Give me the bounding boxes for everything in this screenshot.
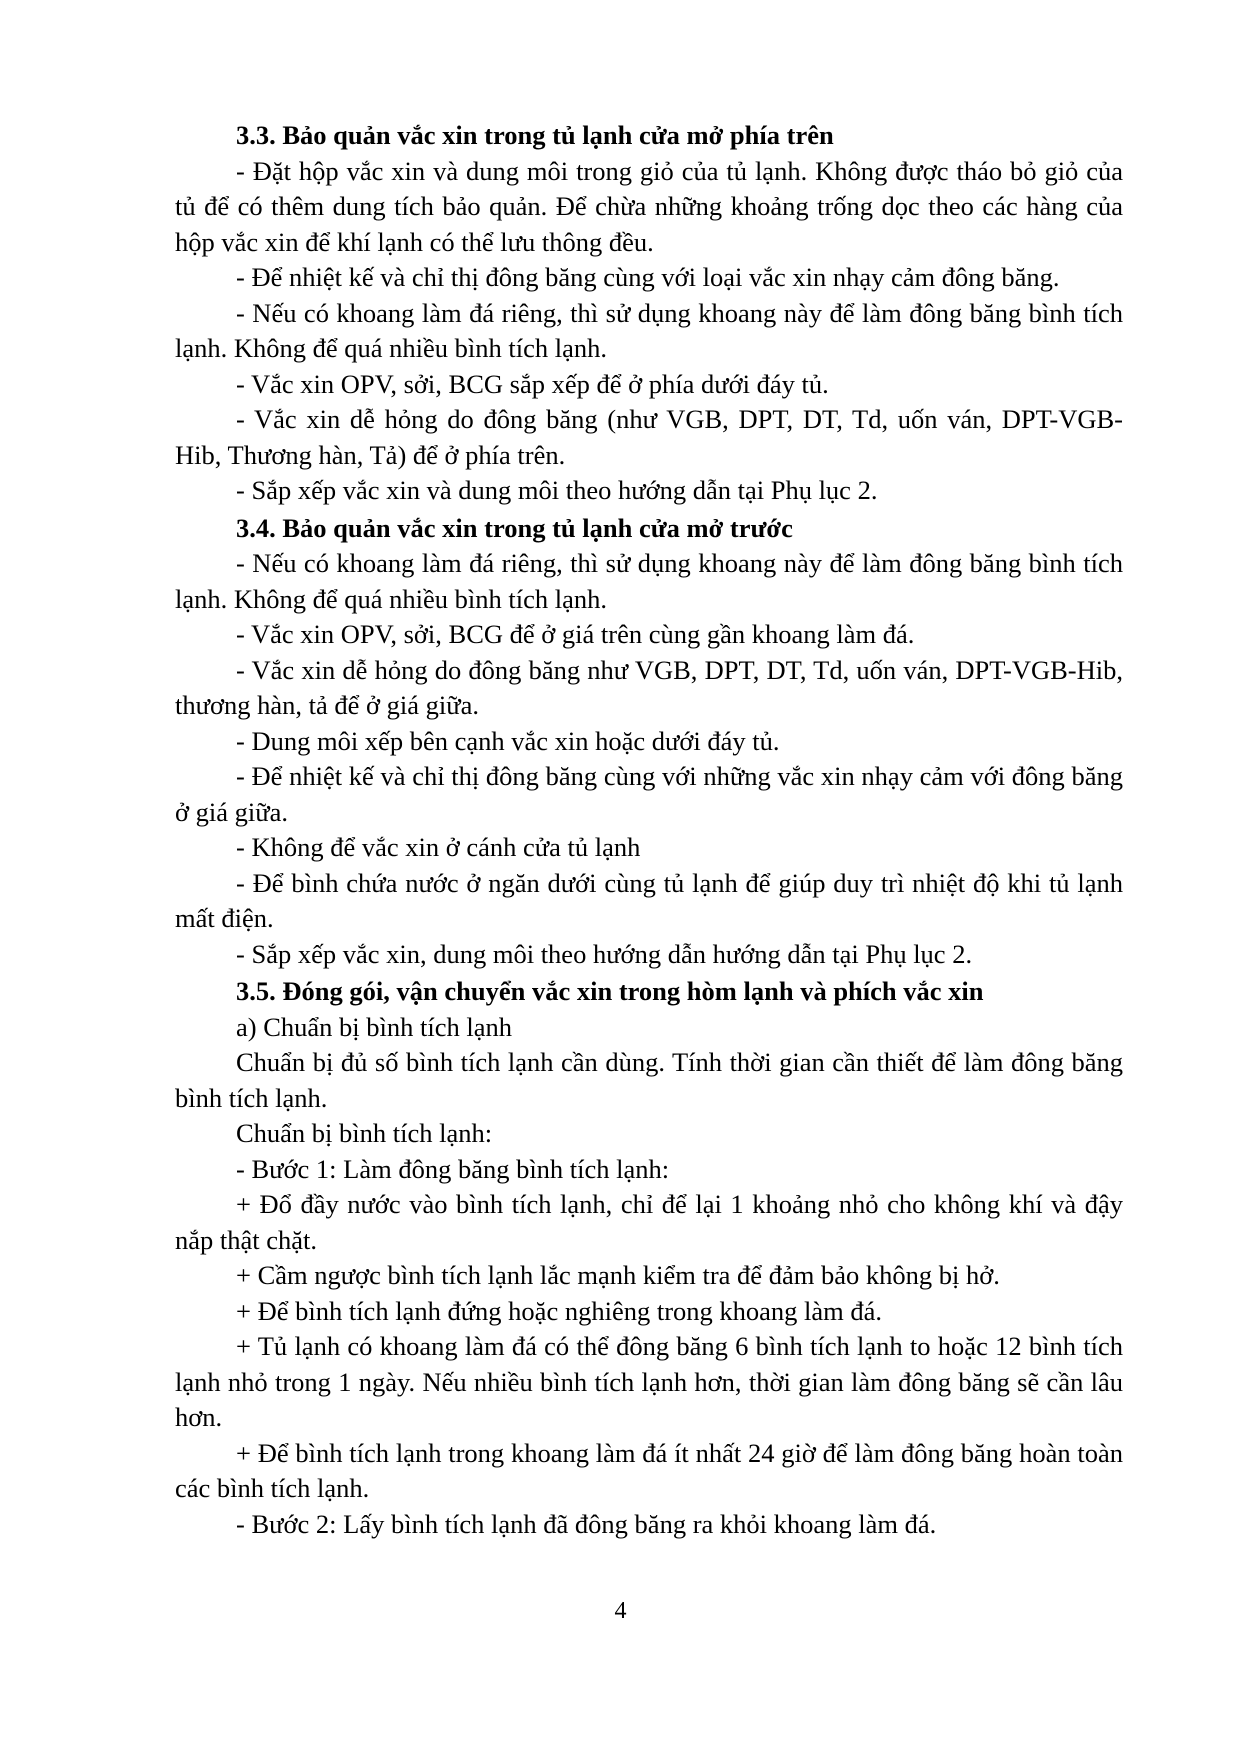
paragraph: - Vắc xin OPV, sởi, BCG sắp xếp để ở phía dưới đáy tủ.: [236, 368, 829, 399]
paragraph: + Đổ đầy nước vào bình tích lạnh, chỉ để lại 1 khoảng nhỏ cho không khí và đậy nắp thật chặt.: [175, 1189, 1123, 1255]
section-heading: 3.5. Đóng gói, vận chuyển vắc xin trong hòm lạnh và phích vắc xin: [236, 976, 984, 1006]
section-3-4: [175, 511, 1123, 973]
paragraph: - Nếu có khoang làm đá riêng, thì sử dụng khoang này để làm đông băng bình tích lạnh. Không để quá nhiều bình tích lạnh.: [175, 548, 1123, 614]
paragraph: - Sắp xếp vắc xin, dung môi theo hướng dẫn hướng dẫn tại Phụ lục 2.: [236, 938, 973, 969]
paragraph: + Cầm ngược bình tích lạnh lắc mạnh kiểm tra để đảm bảo không bị hở.: [236, 1260, 1000, 1290]
paragraph: - Vắc xin dễ hỏng do đông băng như VGB, DPT, DT, Td, uốn ván, DPT-VGB-Hib, thương hàn, tả để ở giá giữa.: [175, 654, 1123, 720]
paragraph: - Bước 1: Làm đông băng bình tích lạnh:: [236, 1153, 670, 1184]
paragraph: - Để nhiệt kế và chỉ thị đông băng cùng với những vắc xin nhạy cảm với đông băng ở giá giữa.: [175, 761, 1123, 827]
paragraph: - Vắc xin OPV, sởi, BCG để ở giá trên cùng gần khoang làm đá.: [236, 619, 915, 649]
paragraph: + Để bình tích lạnh trong khoang làm đá ít nhất 24 giờ để làm đông băng hoàn toàn các bình tích lạnh.: [175, 1437, 1123, 1503]
paragraph: - Đặt hộp vắc xin và dung môi trong giỏ của tủ lạnh. Không được tháo bỏ giỏ của tủ để có thêm dung tích bảo quản. Để chừa những khoảng trống dọc theo các hàng của hộp vắc xin để khí lạnh có thể lưu thông đều.: [175, 155, 1123, 257]
paragraph: - Nếu có khoang làm đá riêng, thì sử dụng khoang này để làm đông băng bình tích lạnh. Không để quá nhiều bình tích lạnh.: [175, 297, 1123, 363]
paragraph: + Để bình tích lạnh đứng hoặc nghiêng trong khoang làm đá.: [236, 1295, 883, 1326]
paragraph: Chuẩn bị bình tích lạnh:: [236, 1118, 493, 1148]
paragraph: Chuẩn bị đủ số bình tích lạnh cần dùng. Tính thời gian cần thiết để làm đông băng bình tích lạnh.: [175, 1047, 1123, 1113]
paragraph: + Tủ lạnh có khoang làm đá có thể đông băng 6 bình tích lạnh to hoặc 12 bình tích lạnh nhỏ trong 1 ngày. Nếu nhiều bình tích lạnh hơn, thời gian làm đông băng sẽ cần lâu hơn.: [175, 1331, 1123, 1432]
section-3-5: [175, 974, 1123, 1542]
page-number: 4: [614, 1598, 627, 1624]
document-body: [175, 118, 1123, 1542]
section-3-3: [175, 118, 1123, 509]
paragraph: a) Chuẩn bị bình tích lạnh: [236, 1011, 512, 1042]
paragraph: - Sắp xếp vắc xin và dung môi theo hướng dẫn tại Phụ lục 2.: [236, 475, 878, 505]
paragraph: - Bước 2: Lấy bình tích lạnh đã đông băng ra khỏi khoang làm đá.: [236, 1508, 937, 1539]
paragraph: - Dung môi xếp bên cạnh vắc xin hoặc dưới đáy tủ.: [236, 725, 780, 756]
paragraph: - Vắc xin dễ hỏng do đông băng (như VGB, DPT, DT, Td, uốn ván, DPT-VGB-Hib, Thương hàn, Tả) để ở phía trên.: [175, 404, 1123, 470]
paragraph: - Để bình chứa nước ở ngăn dưới cùng tủ lạnh để giúp duy trì nhiệt độ khi tủ lạnh mất điện.: [175, 867, 1123, 933]
paragraph: - Không để vắc xin ở cánh cửa tủ lạnh: [236, 832, 641, 862]
section-heading: 3.3. Bảo quản vắc xin trong tủ lạnh cửa mở phía trên: [236, 120, 834, 150]
paragraph: - Để nhiệt kế và chỉ thị đông băng cùng với loại vắc xin nhạy cảm đông băng.: [236, 262, 1060, 292]
section-heading: 3.4. Bảo quản vắc xin trong tủ lạnh cửa mở trước: [236, 512, 793, 543]
